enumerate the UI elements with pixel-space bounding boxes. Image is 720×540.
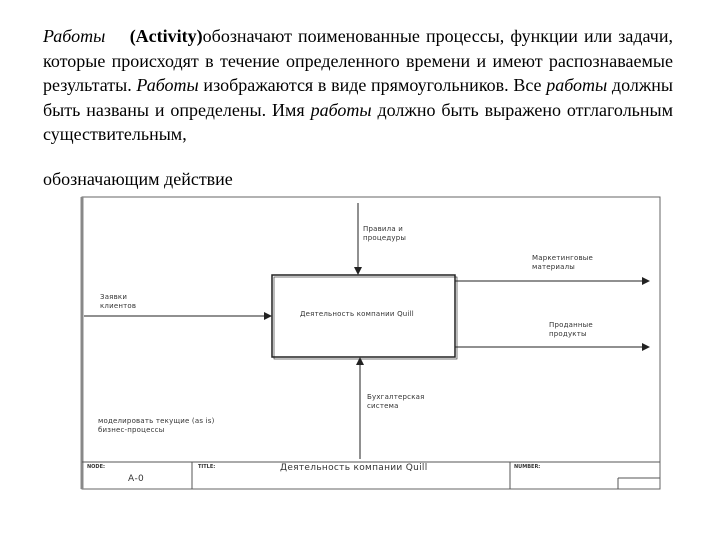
paragraph-text: обозначают поименованные процессы, функции или задачи, которые происходят в течение определенного времени и имеют распознаваемые результаты. [43,26,673,95]
control-label: Правила и процедуры [363,225,407,242]
mechanism-label: Бухгалтерская система [367,393,425,410]
definition-paragraph [43,24,673,147]
output-arrowhead-1 [642,277,650,285]
footer-node-header: NODE: [87,464,106,470]
activity-term: Работы [136,75,199,95]
output-label-1: Маркетинговые материалы [532,254,594,271]
paragraph-trailing-line: обозначающим действие [43,169,233,189]
activity-term: работы [310,99,372,120]
paragraph-text: изображаются в виде прямоугольников. Все [198,75,547,95]
purpose-note: моделировать текущие (as is) бизнес-процессы [98,417,215,434]
mechanism-arrowhead [356,357,364,365]
activity-term: Работы [43,26,106,46]
footer-node-value: А-0 [128,474,145,484]
footer-title-header: TITLE: [198,464,216,470]
control-arrowhead [354,267,362,275]
output-label-2: Проданные продукты [549,321,593,338]
paragraph-text: должно быть выражено отглагольным существительным, [43,99,673,144]
activity-term: работы [546,75,608,95]
input-arrowhead [264,312,272,320]
idef0-diagram [70,195,662,491]
footer-title-value: Деятельность компании Quill [280,463,428,473]
paragraph-text: должны быть названы и определены. Имя [43,75,674,120]
footer-number-header: NUMBER: [514,464,541,470]
output-arrowhead-2 [642,343,650,351]
input-label: Заявки клиентов [100,293,137,310]
activity-english-term: (Activity) [129,26,203,46]
activity-box-label: Деятельность компании Quill [300,310,414,318]
